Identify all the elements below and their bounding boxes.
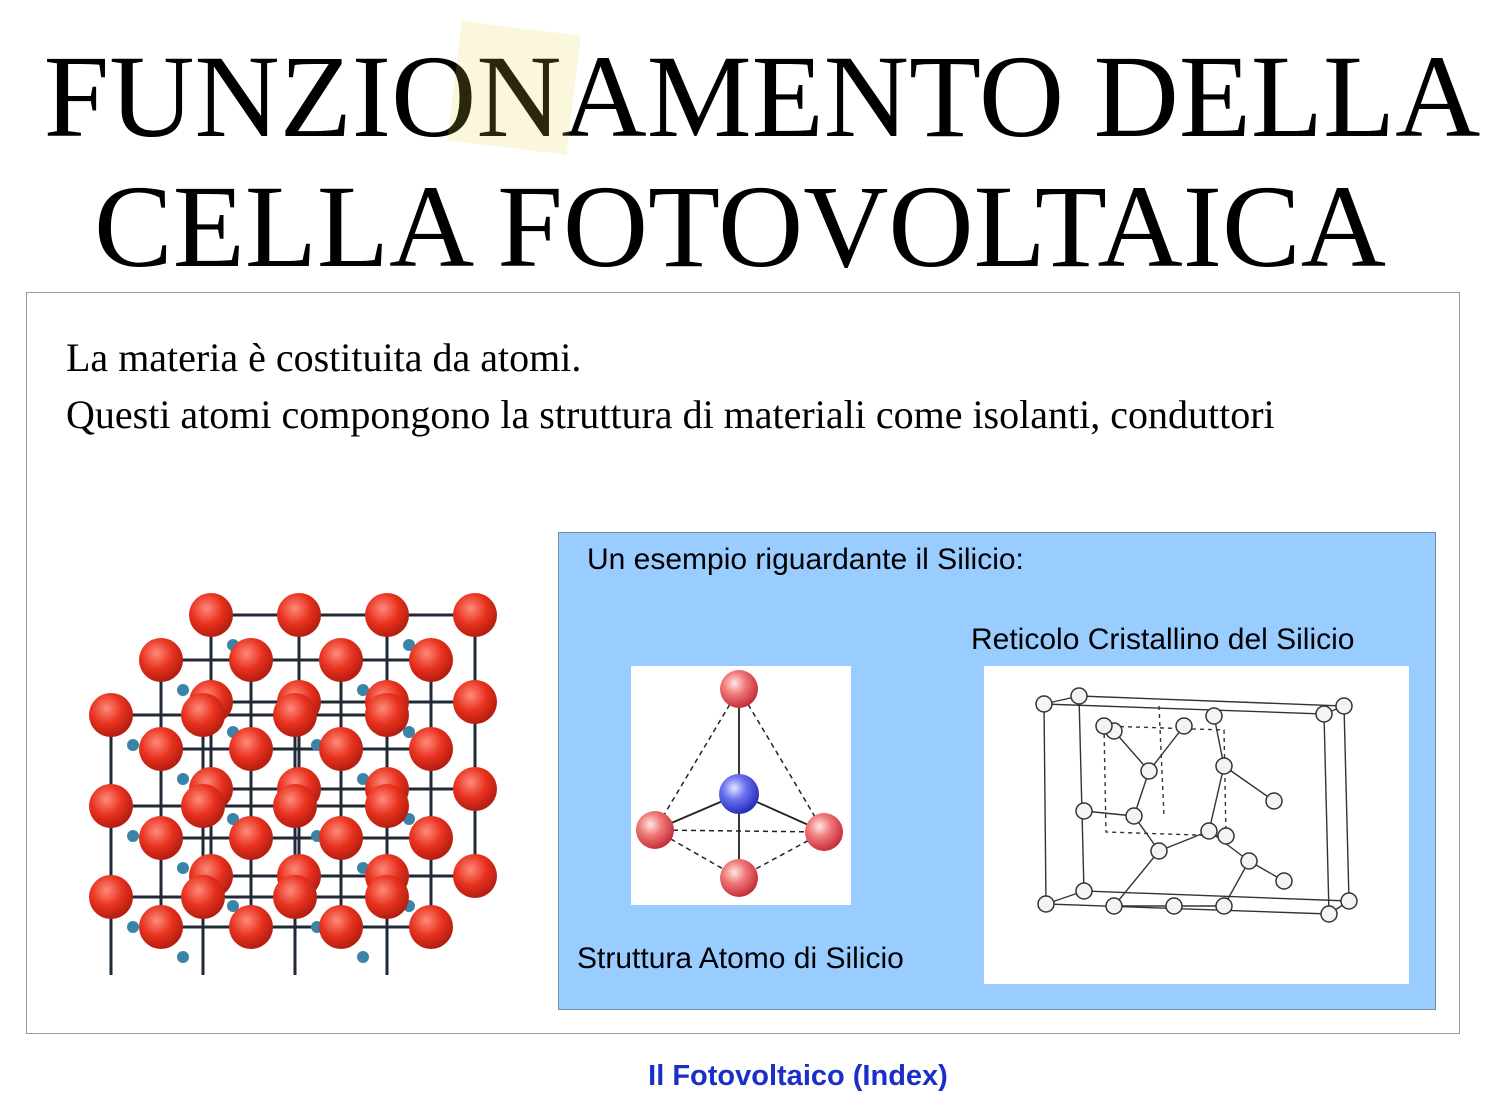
page-title-line-1: FUNZIONAMENTO DELLA <box>43 31 1481 162</box>
body-text-line-1: La materia è costituita da atomi. <box>66 335 582 380</box>
silicon-atom-tetrahedron-image <box>631 666 851 905</box>
cubic-lattice-image <box>81 585 507 985</box>
silicon-example-panel <box>558 532 1436 1010</box>
silicon-atom-caption: Struttura Atomo di Silicio <box>577 942 904 975</box>
body-text-line-2: Questi atomi compongono la struttura di materiali come isolanti, conduttori <box>66 392 1275 437</box>
silicon-crystal-lattice-image <box>984 666 1409 984</box>
content-box <box>26 292 1460 1034</box>
crystal-lattice-caption: Reticolo Cristallino del Silicio <box>971 623 1355 656</box>
page-title-line-2: CELLA FOTOVOLTAICA <box>94 161 1386 292</box>
panel-heading: Un esempio riguardante il Silicio: <box>587 543 1024 576</box>
footer-index-link[interactable]: Il Fotovoltaico (Index) <box>648 1060 948 1092</box>
